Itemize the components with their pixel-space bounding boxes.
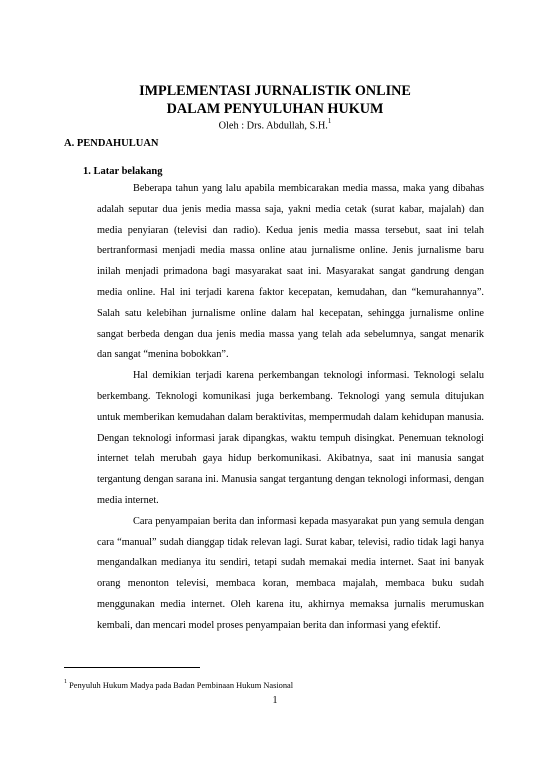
footnote-marker: 1: [64, 679, 67, 685]
section-heading: A. PENDAHULUAN: [64, 138, 159, 149]
author-name: Oleh : Drs. Abdullah, S.H.: [218, 120, 328, 132]
document-title-line-2: DALAM PENYULUHAN HUKUM: [166, 101, 384, 117]
footnote: [64, 678, 293, 691]
body-text: [97, 179, 484, 637]
footnote-text: Penyuluh Hukum Madya pada Badan Pembinaan Hukum Nasional: [67, 680, 294, 690]
subsection-heading: 1. Latar belakang: [83, 166, 163, 177]
paragraph-3: Cara penyampaian berita dan informasi kepada masyarakat pun yang semula dengan cara “manual” sudah dianggap tidak relevan lagi. Surat kabar, televisi, radio tidak lagi hanya mengandalkan medianya itu sendiri, tetapi sudah memakai media internet. Saat ini banyak orang menonton televisi, membaca koran, membaca majalah, membaca buku sudah menggunakan media internet. Oleh karena itu, akhirnya memaksa jurnalis merumuskan kembali, dan mencari model proses penyampaian berita dan informasi yang efektif.: [97, 515, 484, 631]
author-footnote-marker: 1: [327, 117, 332, 125]
paragraph-1: Beberapa tahun yang lalu apabila membicarakan media massa, maka yang dibahas adalah seputar dua jenis media massa saja, yakni media cetak (surat kabar, majalah) dan media penyiaran (televisi dan radio). Kedua jenis media massa tersebut, saat ini telah bertranformasi menjadi media massa online atau jurnalisme online. Jenis jurnalisme baru inilah menjadi primadona bagi masyarakat saat ini. Masyarakat sangat gandrung dengan media online. Hal ini terjadi karena faktor kecepatan, kemudahan, dan “kemurahannya”. Salah satu kelebihan jurnalisme online dalam hal kecepatan, sehingga jurnalisme online sangat berbeda dengan dua jenis media massa yang telah ada sebelumnya, sangat menarik dan sangat “menina bobokkan”.: [97, 183, 484, 361]
page-number: 1: [272, 695, 278, 706]
author-byline: [0, 116, 550, 132]
footnote-divider: [64, 667, 200, 668]
document-title-line-1: IMPLEMENTASI JURNALISTIK ONLINE: [139, 83, 411, 99]
paragraph-2: Hal demikian terjadi karena perkembangan teknologi informasi. Teknologi selalu berkembang. Teknologi komunikasi juga berkembang. Teknologi yang semula ditujukan untuk memberikan kemudahan dalam beraktivitas, mempermudah dalam kehidupan manusia. Dengan teknologi informasi jarak dipangkas, waktu tempuh disingkat. Penemuan teknologi internet telah merubah gaya hidup berkomunikasi. Akibatnya, saat ini manusia sangat tergantung dengan sarana ini. Manusia sangat tergantung dengan teknologi informasi, dengan media internet.: [97, 370, 484, 506]
